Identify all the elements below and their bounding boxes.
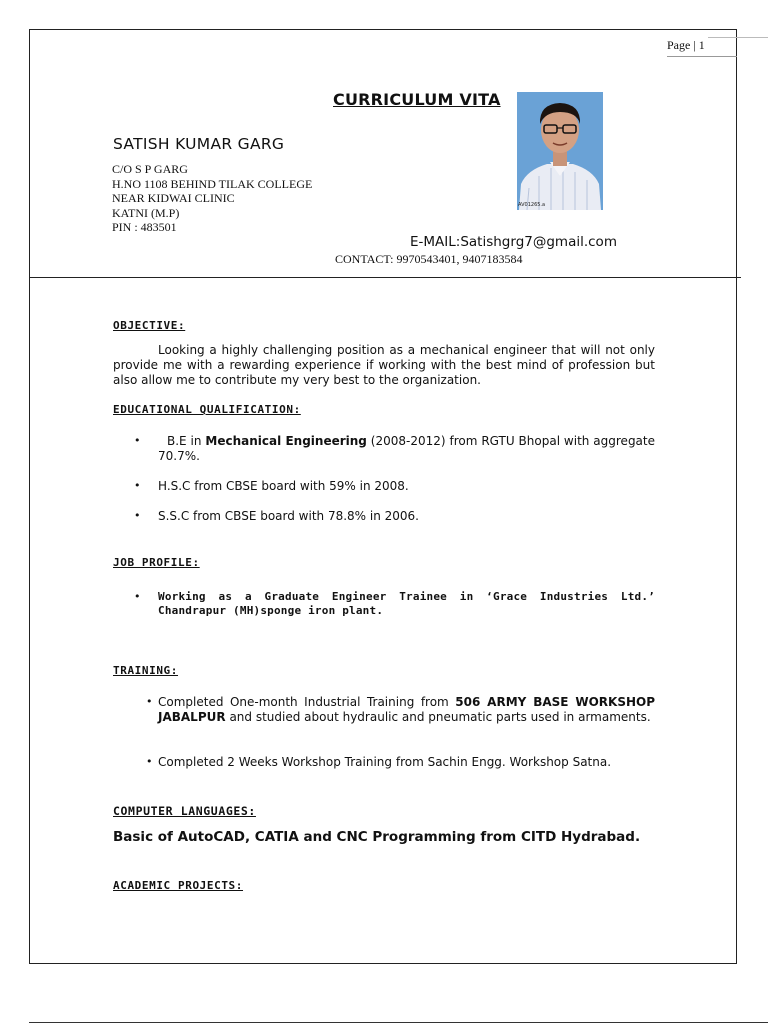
training-text: Completed One-month Industrial Training from: [158, 695, 456, 709]
training-text: and studied about hydraulic and pneumatic parts used in armaments.: [225, 710, 651, 724]
objective-text: Looking a highly challenging position as a mechanical engineer that will not only provide me with a rewarding experience if working with the best mind of profession but also allow me to contribute my very best to the organization.: [113, 343, 655, 387]
training-item: [158, 695, 655, 725]
next-page-edge: [29, 1022, 768, 1023]
training-place: 506 ARMY BASE WORKSHOP JABALPUR: [158, 695, 655, 724]
education-text: H.S.C from CBSE board with 59% in 2008.: [158, 479, 409, 493]
bullet-icon: •: [134, 434, 141, 447]
bullet-icon: •: [134, 509, 141, 522]
education-degree: Mechanical Engineering: [205, 434, 367, 448]
address-line: H.NO 1108 BEHIND TILAK COLLEGE: [112, 176, 313, 191]
academic-projects-heading: ACADEMIC PROJECTS:: [113, 879, 244, 892]
bullet-icon: •: [134, 479, 141, 492]
address-line: PIN : 483501: [112, 220, 177, 234]
objective-heading: OBJECTIVE:: [113, 319, 186, 332]
contact-numbers: CONTACT: 9970543401, 9407183584: [335, 252, 523, 266]
education-text: (2008-2012) from RGTU Bhopal with aggregate 70.7%.: [158, 434, 655, 463]
candidate-name: SATISH KUMAR GARG: [113, 135, 285, 153]
job-profile-heading: JOB PROFILE:: [113, 556, 200, 569]
address-line: NEAR KIDWAI CLINIC: [112, 191, 235, 205]
address-line: C/O S P GARG: [112, 162, 188, 176]
computer-languages-heading: COMPUTER LANGUAGES:: [113, 804, 256, 818]
education-text: B.E in: [167, 434, 206, 448]
document-title: CURRICULUM VITA: [333, 90, 501, 109]
education-item: [158, 509, 655, 524]
email-address: E-MAIL:Satishgrg7@gmail.com: [410, 234, 617, 250]
page-number: Page | 1: [667, 38, 737, 57]
bullet-icon: •: [134, 590, 141, 603]
bullet-icon: •: [146, 695, 153, 708]
training-heading: TRAINING:: [113, 664, 179, 677]
education-item: [158, 479, 655, 494]
education-heading: EDUCATIONAL QUALIFICATION:: [113, 403, 301, 416]
profile-photo: [517, 92, 603, 210]
photo-caption: AV01265.a: [518, 202, 546, 208]
address-block: [112, 162, 312, 235]
address-line: KATNI (M.P): [112, 205, 180, 220]
training-item: [158, 755, 655, 770]
education-item: [158, 434, 655, 464]
computer-languages-text: Basic of AutoCAD, CATIA and CNC Programming from CITD Hydrabad.: [113, 829, 641, 845]
training-text: Completed 2 Weeks Workshop Training from Sachin Engg. Workshop Satna.: [158, 755, 612, 769]
section-divider: [29, 277, 741, 278]
job-profile-item: Working as a Graduate Engineer Trainee in ‘Grace Industries Ltd.’ Chandrapur (MH)sponge iron plant.: [158, 590, 655, 617]
education-text: S.S.C from CBSE board with 78.8% in 2006.: [158, 509, 419, 523]
bullet-icon: •: [146, 755, 153, 768]
